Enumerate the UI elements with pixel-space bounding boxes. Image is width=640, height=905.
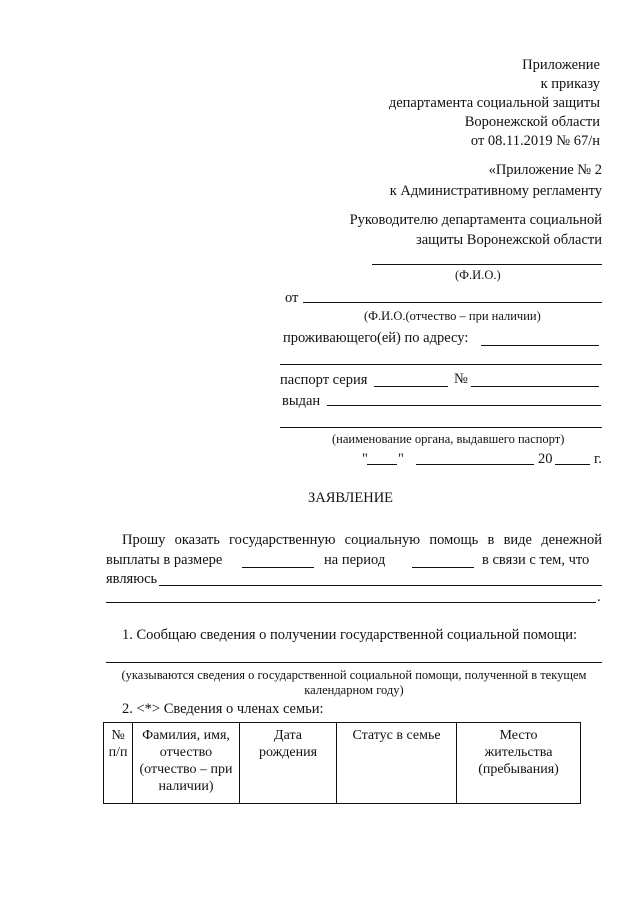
header-text: (отчество – при bbox=[139, 762, 233, 777]
attachment-line: к Административному регламенту bbox=[389, 183, 602, 199]
passport-number-label: № bbox=[454, 371, 468, 387]
para-line-2a: выплаты в размере bbox=[106, 552, 223, 568]
passport-series-label: паспорт серия bbox=[280, 372, 368, 388]
addressee-block bbox=[350, 210, 602, 250]
item-1-caption-line: календарном году) bbox=[304, 683, 404, 697]
family-members-table bbox=[103, 722, 581, 804]
issued-field-line-2[interactable] bbox=[280, 427, 602, 428]
attachment-block bbox=[390, 160, 602, 202]
address-field-line-2[interactable] bbox=[280, 364, 602, 365]
appendix-line: к приказу bbox=[540, 76, 600, 92]
para-line-2c: в связи с тем, что bbox=[482, 552, 590, 568]
from-caption: (Ф.И.О.(отчество – при наличии) bbox=[364, 309, 541, 323]
header-text: жительства bbox=[484, 745, 553, 760]
date-month-field[interactable] bbox=[416, 464, 534, 465]
header-cell-number bbox=[104, 723, 133, 804]
header-cell-name bbox=[133, 723, 240, 804]
amount-field[interactable] bbox=[242, 567, 314, 568]
period-field[interactable] bbox=[412, 567, 474, 568]
passport-number-field[interactable] bbox=[471, 386, 599, 387]
para-end: . bbox=[597, 589, 601, 605]
passport-series-field[interactable] bbox=[374, 386, 448, 387]
header-text: рождения bbox=[258, 745, 318, 760]
header-text: Фамилия, имя, bbox=[142, 728, 230, 743]
from-label: от bbox=[285, 290, 299, 306]
date-year-prefix: 20 bbox=[538, 451, 553, 467]
appendix-line: Приложение bbox=[522, 57, 600, 73]
para-line-1: Прошу оказать государственную социальную помощь в виде денежной bbox=[122, 532, 602, 548]
header-text: Статус в семье bbox=[352, 728, 441, 743]
issued-field-line-1[interactable] bbox=[327, 405, 601, 406]
fio-caption: (Ф.И.О.) bbox=[455, 268, 501, 282]
header-cell-status bbox=[337, 723, 457, 804]
appendix-line: от 08.11.2019 № 67/н bbox=[470, 133, 600, 149]
date-year-field[interactable] bbox=[555, 464, 590, 465]
issued-label: выдан bbox=[282, 393, 321, 409]
appendix-line: Воронежской области bbox=[464, 114, 600, 130]
header-text: (пребывания) bbox=[478, 762, 559, 777]
item-1: 1. Сообщаю сведения о получении государственной социальной помощи: bbox=[122, 627, 578, 643]
from-field-line[interactable] bbox=[303, 302, 602, 303]
para-line-3: являюсь bbox=[106, 571, 158, 587]
appendix-block bbox=[389, 56, 600, 151]
header-cell-birthdate bbox=[240, 723, 337, 804]
table-header-row bbox=[104, 723, 581, 804]
reason-field-line-2[interactable] bbox=[106, 602, 596, 603]
document-title: ЗАЯВЛЕНИЕ bbox=[308, 490, 394, 506]
date-day-field[interactable] bbox=[367, 464, 397, 465]
para-line-2b: на период bbox=[324, 552, 386, 568]
header-text: № bbox=[111, 728, 125, 743]
date-year-suffix: г. bbox=[594, 451, 602, 467]
reason-field-line-1[interactable] bbox=[159, 585, 602, 586]
address-field-line-1[interactable] bbox=[481, 345, 599, 346]
assistance-field-line[interactable] bbox=[106, 662, 602, 663]
address-label: проживающего(ей) по адресу: bbox=[283, 330, 469, 346]
item-1-caption-line: (указываются сведения о государственной социальной помощи, полученной в текущем bbox=[121, 668, 587, 682]
date-quote-open: " bbox=[362, 451, 368, 467]
addressee-line: защиты Воронежской области bbox=[415, 232, 602, 248]
attachment-line: «Приложение № 2 bbox=[488, 162, 602, 178]
appendix-line: департамента социальной защиты bbox=[388, 95, 600, 111]
header-text: Место bbox=[499, 728, 538, 743]
issuer-caption: (наименование органа, выдавшего паспорт) bbox=[332, 432, 565, 446]
fio-field-line[interactable] bbox=[372, 264, 602, 265]
addressee-line: Руководителю департамента социальной bbox=[349, 212, 602, 228]
item-2: 2. <*> Сведения о членах семьи: bbox=[122, 701, 324, 717]
header-cell-residence bbox=[457, 723, 581, 804]
header-text: отчество bbox=[159, 745, 213, 760]
item-1-caption bbox=[106, 668, 602, 698]
date-quote-close: " bbox=[398, 451, 404, 467]
header-text: Дата bbox=[274, 728, 302, 743]
header-text: наличии) bbox=[158, 779, 214, 794]
header-text: п/п bbox=[108, 745, 128, 760]
